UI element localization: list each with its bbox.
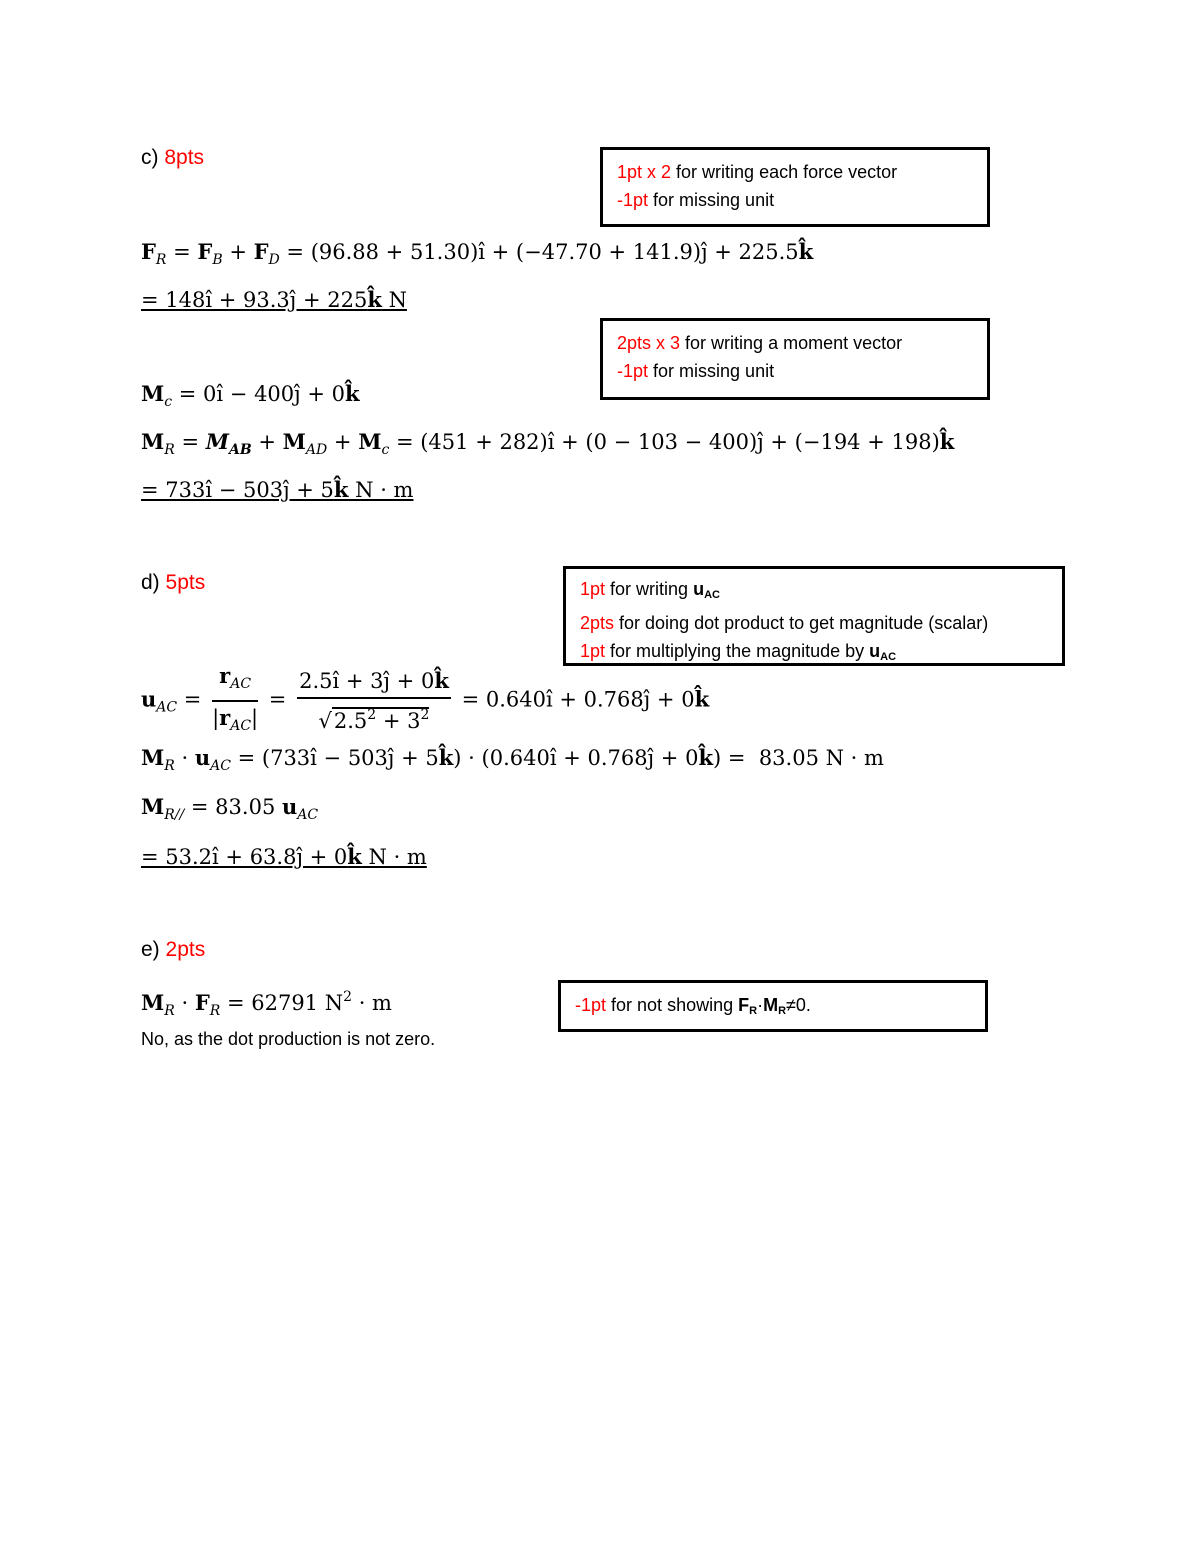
part-d-heading: [141, 571, 205, 595]
unit-vector-equation: $u_{AC}$ = $\frac{r_{AC}}{|r_{AC}|}$ = $\frac{2.5î + 3ĵ + 0k̂}{√2.5^2 + 3^2}$ = 0.640î + 0.768ĵ + 0k̂: [141, 663, 710, 734]
parallel-moment-equation: $M_{R//} = 83.05$ $u_{AC}$: [141, 794, 319, 823]
box1-line2-text: for missing unit: [648, 190, 775, 210]
box2-line1-text: for writing a moment vector: [680, 333, 903, 353]
part-d-points: 5pts: [165, 571, 206, 594]
boxe-sub2: R: [778, 1005, 787, 1017]
boxe-text: for not showing: [606, 995, 739, 1015]
boxd-line3-text: for multiplying the magnitude by: [605, 641, 870, 661]
boxd-line2-red: 2pts: [580, 613, 615, 633]
resultant-moment-equation: $M_R = M_{AB} + M_{AD} + M_c = (451$ + 282)î + (0 − 103 − 400)ĵ + (−194 + 198)k̂: [141, 429, 955, 458]
final-dot-product-equation: $M_R \cdot F_R = 62791$ $N^2 \cdot m$: [141, 989, 392, 1019]
boxd-line1-text: for writing: [605, 579, 694, 599]
part-c-heading: [141, 146, 204, 170]
box1-line2-red: -1pt: [617, 190, 649, 210]
couple-moment-equation: $M_c$ = 0î − 400ĵ + 0k̂: [141, 381, 360, 410]
part-d-grading-box: [563, 566, 1065, 666]
part-e-answer: No, as the dot production is not zero.: [141, 1029, 436, 1049]
part-e-points: 2pts: [165, 938, 206, 961]
part-c-grading-box-2: [600, 318, 990, 400]
box2-line2-text: for missing unit: [648, 361, 775, 381]
part-e-label: e): [141, 938, 160, 961]
boxe-tail: ≠0.: [786, 995, 811, 1015]
boxd-line1-red: 1pt: [580, 579, 606, 599]
box2-line2-red: -1pt: [617, 361, 649, 381]
dot-product-equation: $M_R \cdot u_{AC}$ = (733î − 503ĵ + 5k̂) · (0.640î + 0.768ĵ + 0k̂) = 83.05 N · m: [141, 745, 884, 774]
part-c-grading-box-1: [600, 147, 990, 227]
part-e-heading: [141, 938, 205, 962]
boxd-line3-sub: AC: [880, 651, 897, 663]
parallel-moment-result: = 53.2î + 63.8ĵ + 0k̂ N · m: [141, 844, 427, 869]
resultant-moment-result: = 733î − 503ĵ + 5k̂ N · m: [141, 477, 414, 502]
boxe-dot: ·: [757, 995, 764, 1015]
boxd-line1-sym: u: [693, 579, 705, 599]
boxd-line3-sym: u: [869, 641, 881, 661]
box1-line1-red: 1pt x 2: [617, 162, 672, 182]
boxe-sym2: M: [763, 995, 779, 1015]
part-d-label: d): [141, 571, 160, 594]
resultant-force-result: = 148î + 93.3ĵ + 225k̂ N: [141, 287, 407, 312]
part-c-label: c): [141, 146, 159, 169]
boxd-line3-red: 1pt: [580, 641, 606, 661]
box2-line1-red: 2pts x 3: [617, 333, 681, 353]
part-e-grading-box: [558, 980, 988, 1032]
boxe-sym1: F: [738, 995, 750, 1015]
part-c-points: 8pts: [164, 146, 205, 169]
boxd-line1-sub: AC: [704, 589, 720, 601]
resultant-force-equation: $F_R = F_B + F_D = (96.88$ + 51.30)î + (−47.70 + 141.9)ĵ + 225.5k̂: [141, 239, 814, 268]
box1-line1-text: for writing each force vector: [671, 162, 898, 182]
boxe-red: -1pt: [575, 995, 607, 1015]
boxd-line2-text: for doing dot product to get magnitude (scalar): [614, 613, 989, 633]
boxe-sub1: R: [749, 1005, 758, 1017]
